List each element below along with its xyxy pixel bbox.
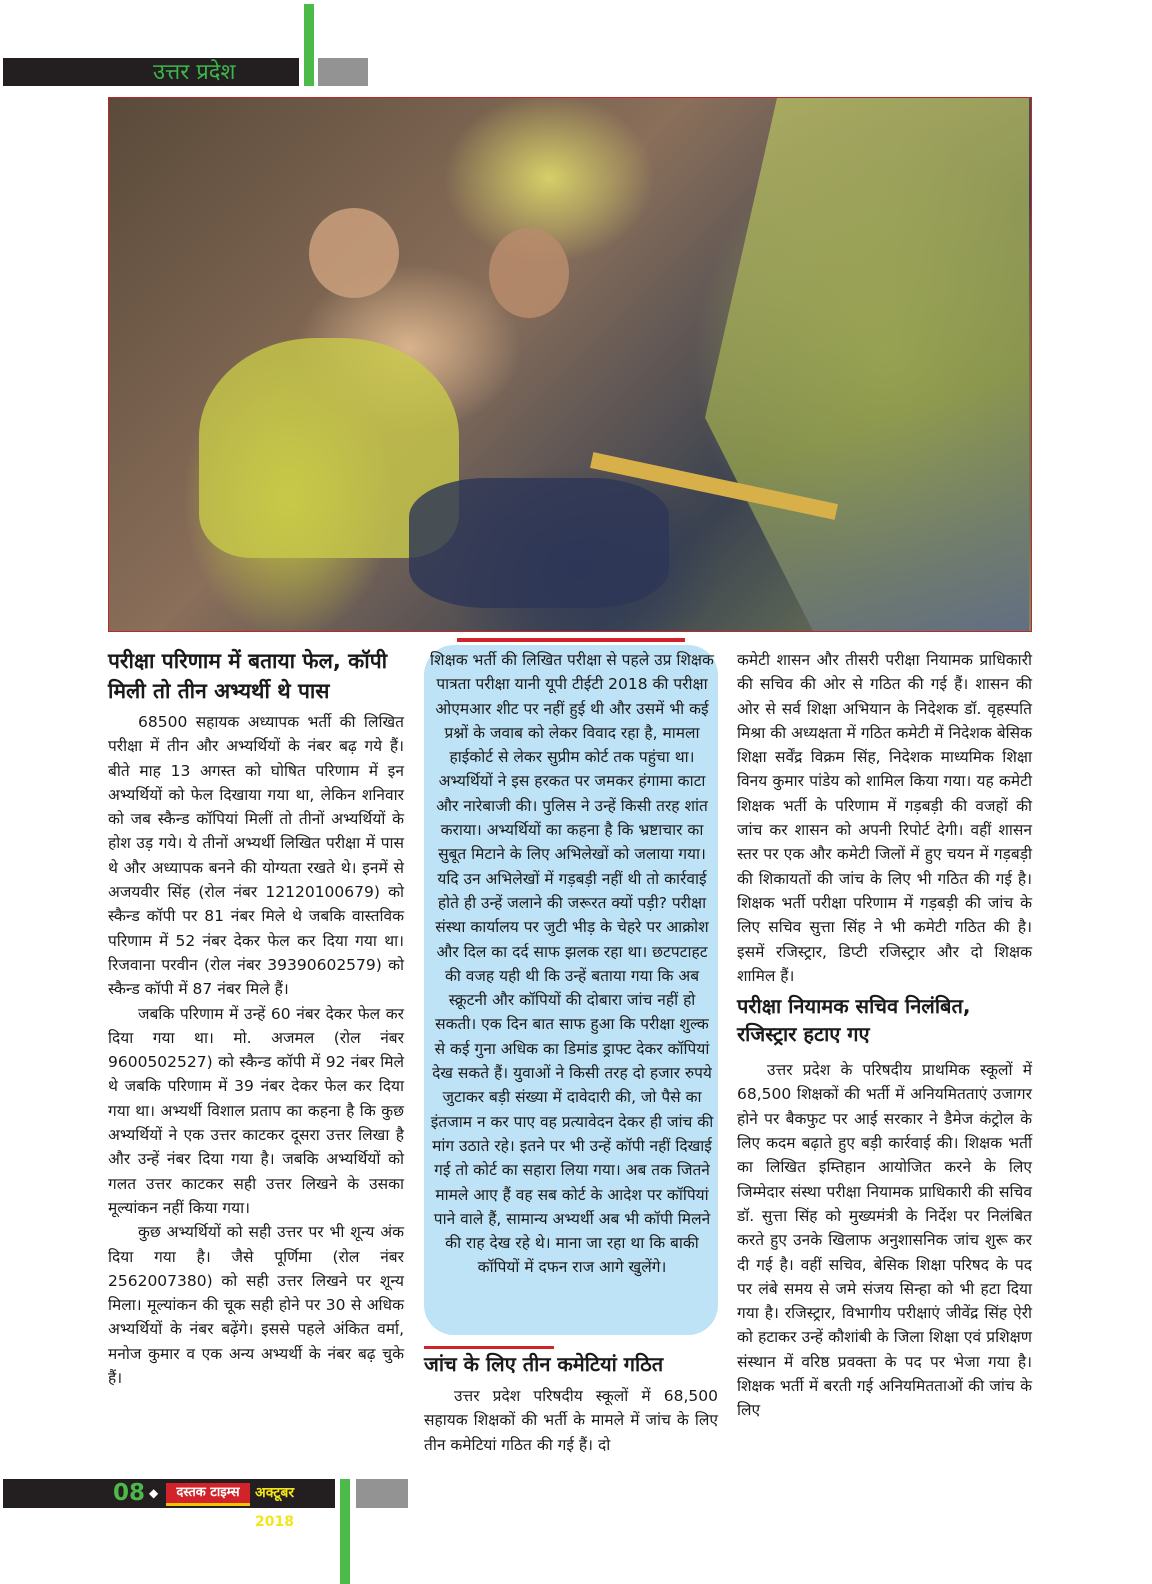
section-title: उत्तर प्रदेश xyxy=(153,60,236,85)
paragraph: जबकि परिणाम में उन्हें 60 नंबर देकर फेल कर दिया गया था। मो. अजमल (रोल नंबर 9600502527) को स्कैन्ड कॉपी में 92 नंबर मिले थे जबकि परिणाम में 39 नंबर देकर फेल कर दिया गया था। अभ्यर्थी विशाल प्रताप का कहना है कि कुछ अभ्यर्थियों ने एक उत्तर काटकर दूसरा उत्तर लिखा है और उन्हें नंबर दिया गया है। जबकि अभ्यर्थियों को गलत उत्तर काटकर सही उत्तर लिखने के उसका मूल्यांकन नहीं किया गया। xyxy=(108,1004,404,1217)
subheading-committees: जांच के लिए तीन कमेटियां गठित xyxy=(424,1352,664,1376)
section-header-bar xyxy=(3,58,299,86)
paragraph: उत्तर प्रदेश परिषदीय स्कूलों में 68,500 सहायक शिक्षकों की भर्ती के मामले में जांच के लिए तीन कमेटियां गठित की गई हैं। दो xyxy=(424,1387,718,1454)
issue-date: अक्टूबर 2018 xyxy=(255,1485,295,1530)
grey-accent-box xyxy=(356,1479,408,1508)
green-accent-bar xyxy=(340,1479,350,1584)
footer-bar xyxy=(3,1479,335,1530)
article-column-3 xyxy=(737,648,1032,1423)
red-rule xyxy=(424,1346,554,1349)
paragraph: उत्तर प्रदेश के परिषदीय प्राथमिक स्कूलों में 68,500 शिक्षकों की भर्ती में अनियमितताएं उजागर होने पर बैकफुट पर आई सरकार ने डैमेज कंट्रोल के लिए कदम बढ़ाते हुए बड़ी कार्रवाई की। शिक्षक भर्ती का लिखित इम्तिहान आयोजित करने के लिए जिम्मेदार संस्था परीक्षा नियामक प्राधिकारी की सचिव डॉ. सुत्ता सिंह को मुख्यमंत्री के निर्देश पर निलंबित करते हुए उनके खिलाफ अनुशासनिक जांच शुरू कर दी गई है। वहीं सचिव, बेसिक शिक्षा परिषद के पद पर लंबे समय से जमे संजय सिन्हा को भी हटा दिया गया है। रजिस्ट्रार, विभागीय परीक्षाएं जीवेंद्र सिंह ऐरी को हटाकर उन्हें कौशांबी के जिला शिक्षा एवं प्रशिक्षण संस्थान में वरिष्ठ प्रवक्ता के पद पर भेजा गया है। शिक्षक भर्ती में बरती गई अनियमितताओं की जांच के लिए xyxy=(737,1061,1032,1420)
paragraph: 68500 सहायक अध्यापक भर्ती की लिखित परीक्षा में तीन और अभ्यर्थियों के नंबर बढ़ गये हैं। बीते माह 13 अगस्त को घोषित परिणाम में इन अभ्यर्थियों को फेल दिखाया गया था, लेकिन शनिवार को जब स्कैन्ड कॉपियां मिलीं तो तीनों अभ्यर्थियों के होश उड़ गये। ये तीनों अभ्यर्थी लिखित परीक्षा में पास थे और अध्यापक बनने की योग्यता रखते थे। इनमें से अजयवीर सिंह (रोल नंबर 12120100679) को स्कैन्ड कॉपी पर 81 नंबर मिले थे जबकि वास्तविक परिणाम में 52 नंबर देकर फेल कर दिया गया था। रिजवाना परवीन (रोल नंबर 39390602579) को स्कैन्ड कॉपी में 87 नंबर मिले हैं। xyxy=(108,713,404,999)
paragraph: कमेटी शासन और तीसरी परीक्षा नियामक प्राधिकारी की सचिव की ओर से गठित की गई हैं। शासन की ओर से सर्व शिक्षा अभियान के निदेशक डॉ. वृहस्पति मिश्रा की अध्यक्षता में गठित कमेटी में निदेशक बेसिक शिक्षा सर्वेंद्र विक्रम सिंह, निदेशक माध्यमिक शिक्षा विनय कुमार पांडेय को शामिल किया गया। यह कमेटी शिक्षक भर्ती के परिणाम में गड़बड़ी की वजहों की जांच कर शासन को अपनी रिपोर्ट देगी। वहीं शासन स्तर पर एक और कमेटी जिलों में हुए चयन में गड़बड़ी की शिकायतों की जांच के लिए भी गठित की गई है। शिक्षक भर्ती परीक्षा परिणाम में गड़बड़ी की जांच के लिए सचिव सुत्ता सिंह ने भी कमेटी गठित की है। इसमें रजिस्ट्रार, डिप्टी रजिस्ट्रार और दो शिक्षक शामिल हैं। xyxy=(737,651,1032,985)
article-column-1 xyxy=(108,710,404,1390)
paragraph: कुछ अभ्यर्थियों को सही उत्तर पर भी शून्य अंक दिया गया है। जैसे पूर्णिमा (रोल नंबर 2562007380) को सही उत्तर लिखने पर शून्य मिला। मूल्यांकन की चूक सही होने पर 30 से अधिक अभ्यर्थियों के नंबर बढ़ेंगे। इससे पहले अंकित वर्मा, मनोज कुमार व एक अन्य अभ्यर्थी के नंबर बढ़ चुके हैं। xyxy=(108,1223,404,1388)
news-photo xyxy=(108,97,1032,632)
highlight-box-text: शिक्षक भर्ती की लिखित परीक्षा से पहले उप्र शिक्षक पात्रता परीक्षा यानी यूपी टीईटी 2018 की परीक्षा ओएमआर शीट पर नहीं हुई थी और उसमें भी कई प्रश्नों के जवाब को लेकर विवाद रहा है, मामला हाईकोर्ट से लेकर सुप्रीम कोर्ट तक पहुंचा था। अभ्यर्थियों ने इस हरकत पर जमकर हंगामा काटा और नारेबाजी की। पुलिस ने उन्हें किसी तरह शांत कराया। अभ्यर्थियों का कहना है कि भ्रष्टाचार का सुबूत मिटाने के लिए अभिलेखों को जलाया गया। यदि उन अभिलेखों में गड़बड़ी नहीं थी तो कार्रवाई होते ही उन्हें जलाने की जरूरत क्यों पड़ी? परीक्षा संस्था कार्यालय पर जुटी भीड़ के चेहरे पर आक्रोश और दिल का दर्द साफ झलक रहा था। छटपटाहट की वजह यही थी कि उन्हें बताया गया कि अब स्क्रूटनी और कॉपियों की दोबारा जांच नहीं हो सकती। एक दिन बात साफ हुआ कि परीक्षा शुल्क से कई गुना अधिक का डिमांड ड्राफ्ट देकर कॉपियां देख सकते हैं। युवाओं ने किसी तरह दो हजार रुपये जुटाकर बड़ी संख्या में दावेदारी की, जो पैसे का इंतजाम न कर पाए वह प्रत्यावेदन देकर ही जांच की मांग उठाते रहे। इतने पर भी उन्हें कॉपी नहीं दिखाई गई तो कोर्ट का सहारा लिया गया। अब तक जितने मामले आए हैं वह सब कोर्ट के आदेश पर कॉपियां पाने वाले हैं, सामान्य अभ्यर्थी अब भी कॉपी मिलने की राह देख रहे थे। माना जा रहा था कि बाकी कॉपियों में दफन राज आगे खुलेंगे। xyxy=(430,651,714,1277)
red-rule xyxy=(457,638,685,642)
subheading-suspension: परीक्षा नियामक सचिव निलंबित, रजिस्ट्रार हटाए गए xyxy=(737,994,971,1047)
green-accent-bar xyxy=(304,4,314,86)
article-column-2 xyxy=(424,1384,718,1457)
magazine-logo: दस्तक टाइम्स xyxy=(166,1483,250,1506)
grey-accent-box xyxy=(318,58,368,86)
separator: ◆ xyxy=(149,1486,159,1500)
article-headline: परीक्षा परिणाम में बताया फेल, कॉपी मिली तो तीन अभ्यर्थी थे पास xyxy=(108,649,388,703)
page-number: 08 xyxy=(113,1480,146,1506)
